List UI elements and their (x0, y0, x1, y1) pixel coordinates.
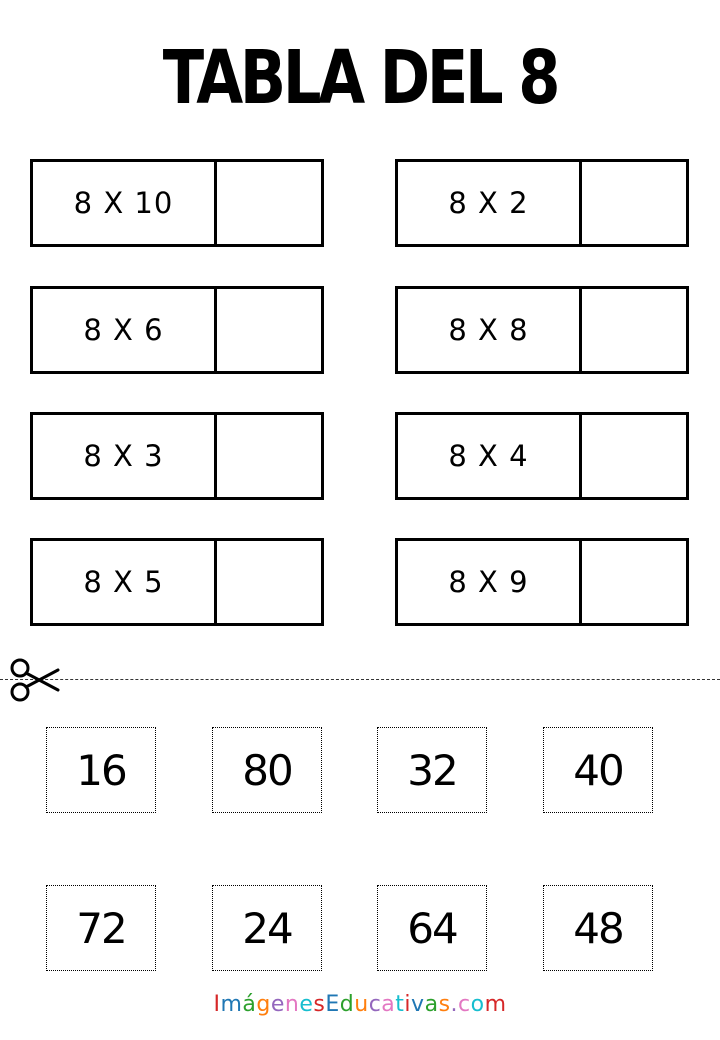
watermark-letter: s (313, 992, 326, 1017)
watermark-letter: c (368, 992, 382, 1017)
problem-expression: 8 X 5 (33, 541, 217, 623)
watermark-letter: . (450, 992, 459, 1017)
site-watermark (0, 992, 720, 1017)
watermark-letter: c (458, 992, 471, 1017)
watermark-letter: n (284, 992, 300, 1017)
watermark-letter: a (424, 992, 439, 1017)
problem-expression: 8 X 8 (398, 289, 582, 371)
answer-slot[interactable] (217, 415, 321, 497)
watermark-letter: t (395, 992, 405, 1017)
watermark-letter: m (220, 992, 243, 1017)
answer-slot[interactable] (217, 162, 321, 244)
watermark-letter: á (242, 992, 257, 1017)
answer-tile[interactable]: 72 (46, 885, 156, 971)
problem-expression: 8 X 9 (398, 541, 582, 623)
answer-tile[interactable]: 64 (377, 885, 487, 971)
answer-tile[interactable]: 16 (46, 727, 156, 813)
watermark-letter: a (381, 992, 396, 1017)
answer-slot[interactable] (582, 415, 686, 497)
problem-expression: 8 X 6 (33, 289, 217, 371)
watermark-letter: s (438, 992, 451, 1017)
watermark-letter: E (325, 992, 340, 1017)
problem-expression: 8 X 10 (33, 162, 217, 244)
problem-box (395, 538, 689, 626)
answer-slot[interactable] (217, 541, 321, 623)
watermark-letter: v (411, 992, 425, 1017)
answer-slot[interactable] (582, 289, 686, 371)
problem-box (30, 159, 324, 247)
problem-box (395, 286, 689, 374)
watermark-letter: m (484, 992, 507, 1017)
answer-tile[interactable]: 80 (212, 727, 322, 813)
watermark-letter: e (299, 992, 314, 1017)
problem-expression: 8 X 2 (398, 162, 582, 244)
scissors-icon (8, 656, 60, 704)
problem-box (30, 286, 324, 374)
problem-expression: 8 X 3 (33, 415, 217, 497)
problem-box (395, 412, 689, 500)
watermark-letter: i (404, 992, 412, 1017)
answer-tile[interactable]: 32 (377, 727, 487, 813)
answer-tile[interactable]: 24 (212, 885, 322, 971)
problem-box (395, 159, 689, 247)
problem-box (30, 412, 324, 500)
answer-slot[interactable] (217, 289, 321, 371)
cut-line (0, 679, 720, 680)
problem-expression: 8 X 4 (398, 415, 582, 497)
watermark-letter: e (270, 992, 285, 1017)
answer-slot[interactable] (582, 162, 686, 244)
watermark-letter: u (354, 992, 369, 1017)
watermark-letter: g (256, 992, 271, 1017)
watermark-letter: d (339, 992, 355, 1017)
watermark-letter: o (470, 992, 485, 1017)
answer-slot[interactable] (582, 541, 686, 623)
watermark-letter: I (213, 992, 221, 1017)
page-title: TABLA DEL 8 (162, 35, 558, 121)
answer-tile[interactable]: 48 (543, 885, 653, 971)
answer-tile[interactable]: 40 (543, 727, 653, 813)
problem-box (30, 538, 324, 626)
